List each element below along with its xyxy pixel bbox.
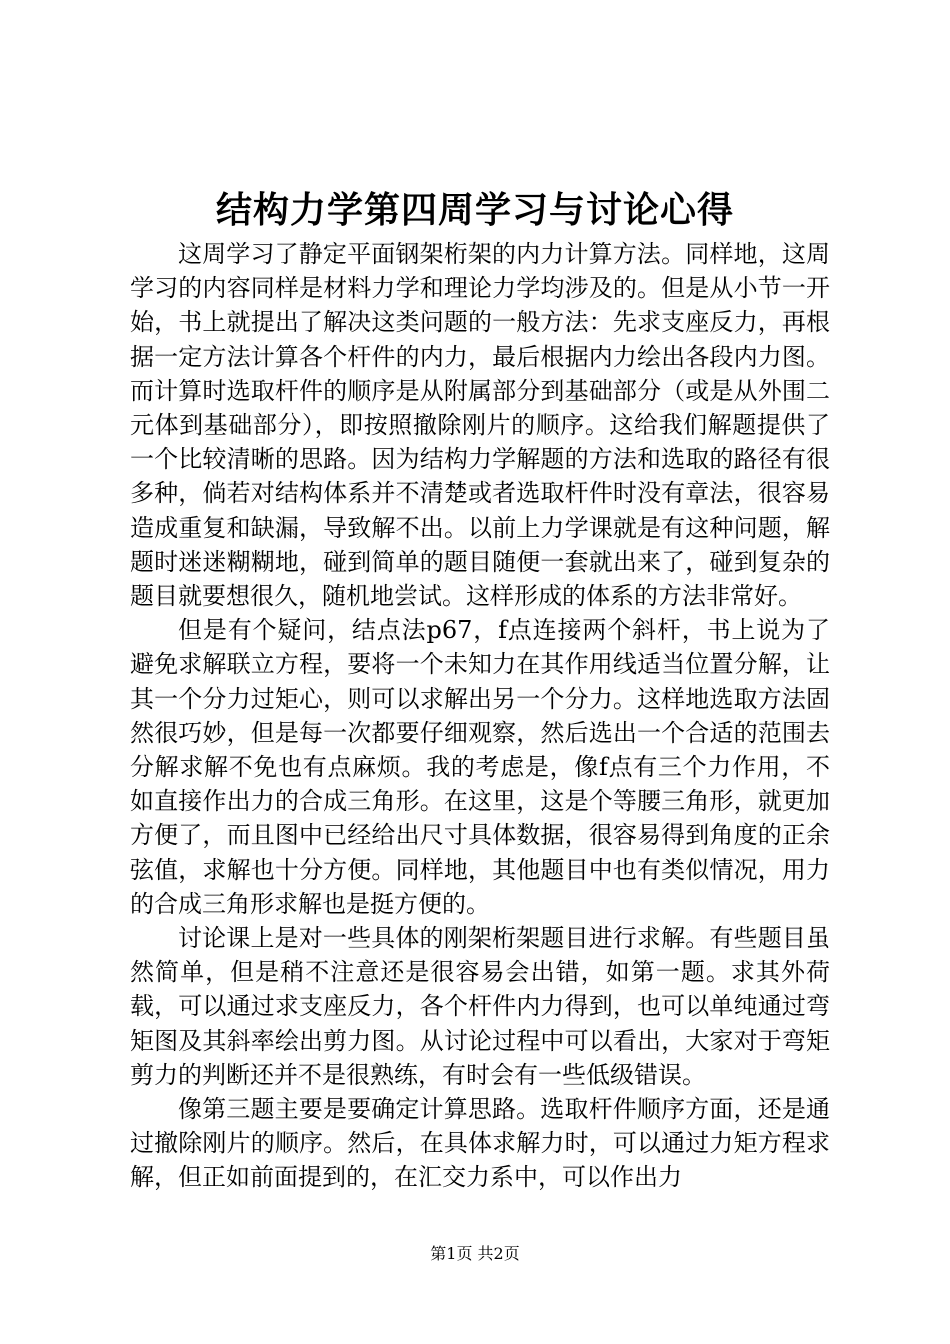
paragraph-1: 这周学习了静定平面钢架桁架的内力计算方法。同样地，这周学习的内容同样是材料力学和理论力学均涉及的。但是从小节一开始，书上就提出了解决这类问题的一般方法：先求支座反力，再根据一定方法计算各个杆件的内力，最后根据内力绘出各段内力图。而计算时选取杆件的顺序是从附属部分到基础部分（或是从外围二元体到基础部分），即按照撤除刚片的顺序。这给我们解题提供了一个比较清晰的思路。因为结构力学解题的方法和选取的路径有很多种，倘若对结构体系并不清楚或者选取杆件时没有章法，很容易造成重复和缺漏，导致解不出。以前上力学课就是有这种问题，解题时迷迷糊糊地，碰到简单的题目随便一套就出来了，碰到复杂的题目就要想很久，随机地尝试。这样形成的体系的方法非常好。 xyxy=(130,240,830,611)
document-title: 结构力学第四周学习与讨论心得 xyxy=(215,189,734,231)
paragraph-3: 讨论课上是对一些具体的刚架桁架题目进行求解。有些题目虽然简单，但是稍不注意还是很容易会出错，如第一题。求其外荷载，可以通过求支座反力，各个杆件内力得到，也可以单纯通过弯矩图及其斜率绘出剪力图。从讨论过程中可以看出，大家对于弯矩剪力的判断还并不是很熟练，有时会有一些低级错误。 xyxy=(130,924,830,1089)
paragraph-2: 但是有个疑问，结点法p67，f点连接两个斜杆，书上说为了避免求解联立方程，要将一个未知力在其作用线适当位置分解，让其一个分力过矩心，则可以求解出另一个分力。这样地选取方法固然很巧妙，但是每一次都要仔细观察，然后选出一个合适的范围去分解求解不免也有点麻烦。我的考虑是，像f点有三个力作用，不如直接作出力的合成三角形。在这里，这是个等腰三角形，就更加方便了，而且图中已经给出尺寸具体数据，很容易得到角度的正余弦值，求解也十分方便。同样地，其他题目中也有类似情况，用力的合成三角形求解也是挺方便的。 xyxy=(130,616,830,918)
page-number-footer: 第1页 共2页 xyxy=(430,1244,520,1263)
document-body xyxy=(130,237,830,1195)
paragraph-4: 像第三题主要是要确定计算思路。选取杆件顺序方面，还是通过撤除刚片的顺序。然后，在具体求解力时，可以通过力矩方程求解，但正如前面提到的，在汇交力系中，可以作出力 xyxy=(130,1095,830,1192)
